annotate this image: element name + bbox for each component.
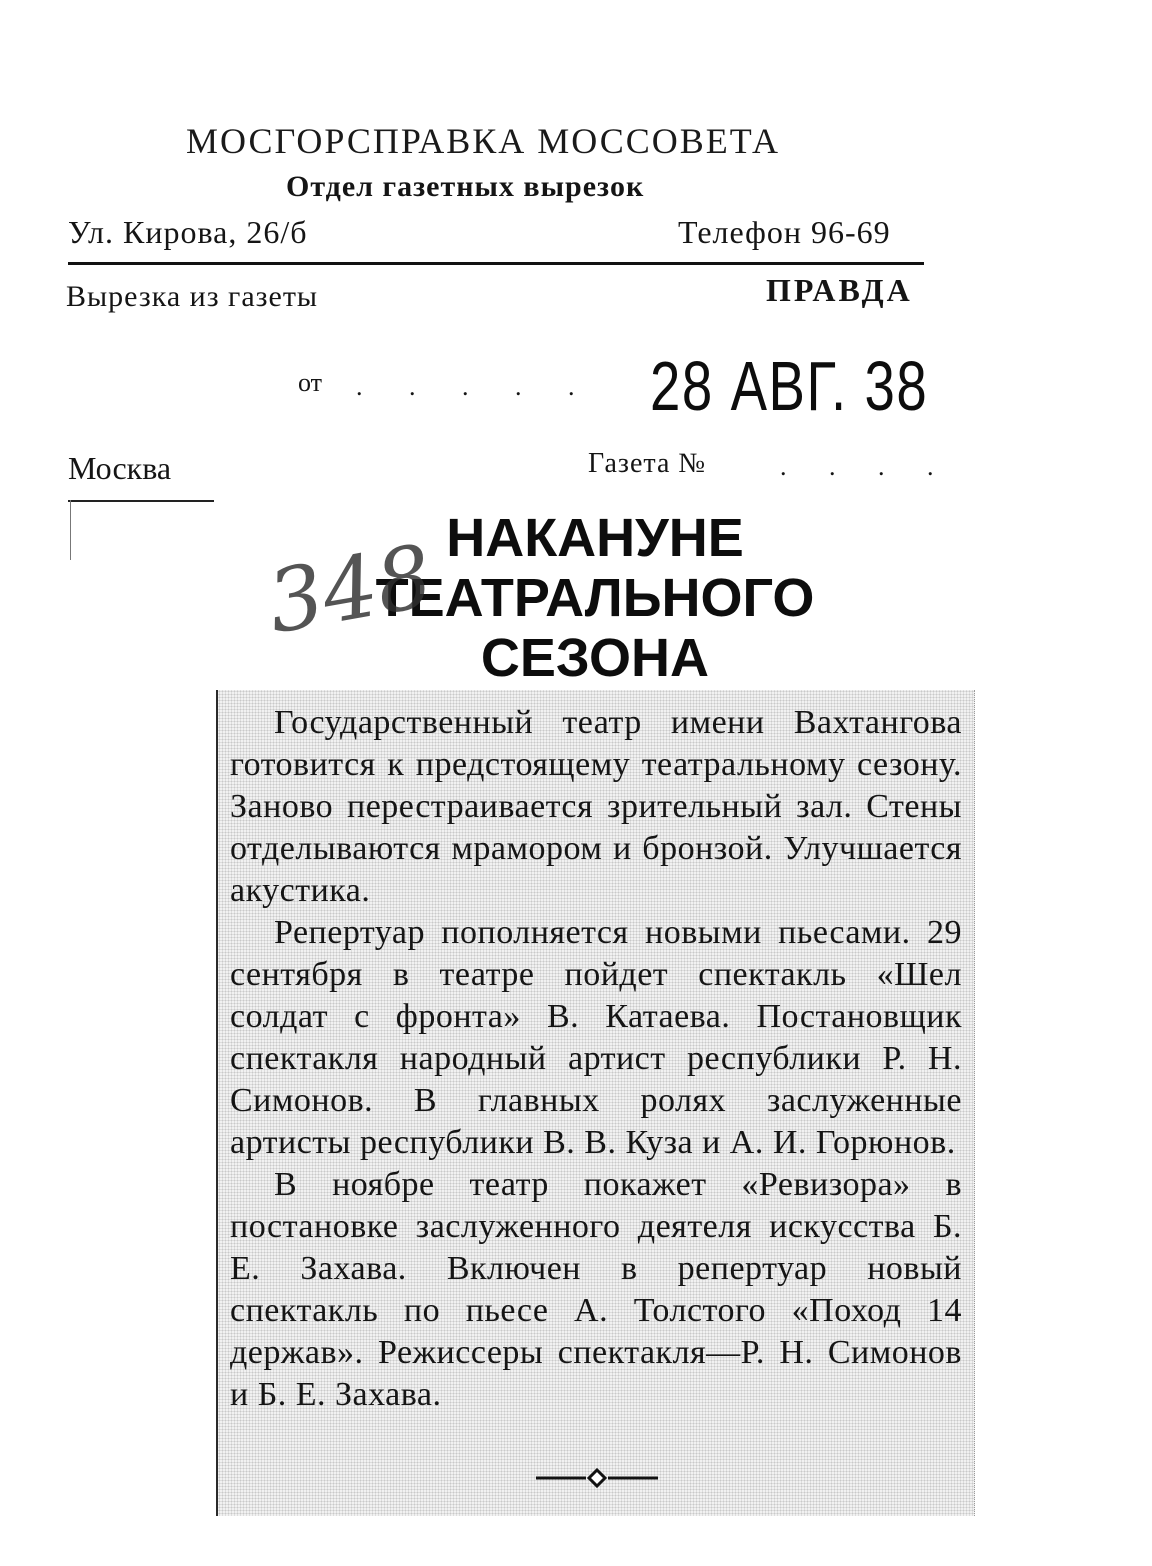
article-paragraph-3: В ноябре театр покажет «Ревизора» в постановке заслуженного деятеля искусства Б. Е. Захава. Включен в репертуар новый спектакль по пьесе А. Толстого «Поход 14 держав». Режиссеры спектакля—Р. Н. Симонов и Б. Е. Захава. [230, 1166, 962, 1413]
date-stamp: 28 АВГ. 38 [650, 347, 929, 425]
headline-line-2: ТЕАТРАЛЬНОГО [375, 568, 815, 628]
handwritten-note: 348 [260, 526, 440, 654]
city-label: Москва [68, 450, 172, 486]
header-divider [68, 262, 924, 265]
issue-dotted-leader: . . . . [780, 452, 952, 481]
bureau-title: МОСГОРСПРАВКА МОССОВЕТА [186, 121, 780, 161]
end-ornament-icon [536, 1468, 658, 1488]
article-paragraph-1: Государственный театр имени Вахтангова готовится к предстоящему театральному сезону. Заново перестраивается зрительный зал. Стены отделываются мрамором и бронзой. Улучшается акустика. [230, 704, 962, 909]
article-paragraph-2: Репертуар пополняется новыми пьесами. 29 сентября в театре пойдет спектакль «Шел солдат с фронта» В. Катаева. Постановщик спектакля народный артист республики Р. Н. Симонов. В главных ролях заслуженные артисты республики В. В. Куза и А. И. Горюнов. [230, 914, 962, 1161]
newspaper-name: ПРАВДА [766, 272, 913, 308]
bureau-phone: Телефон 96-69 [678, 214, 891, 250]
article-clipping [216, 690, 975, 1516]
headline-line-1: НАКАНУНЕ [446, 508, 744, 568]
headline-line-3: СЕЗОНА [480, 628, 710, 688]
date-dotted-leader: . . . . . [356, 372, 595, 401]
bureau-address: Ул. Кирова, 26/б [68, 214, 308, 250]
city-underline [68, 500, 214, 502]
date-label: от [298, 368, 323, 397]
issue-label: Газета № [588, 448, 707, 479]
bureau-department: Отдел газетных вырезок [286, 170, 645, 203]
clipping-label: Вырезка из газеты [66, 280, 319, 313]
margin-line [70, 500, 71, 560]
article-body [230, 702, 962, 1416]
